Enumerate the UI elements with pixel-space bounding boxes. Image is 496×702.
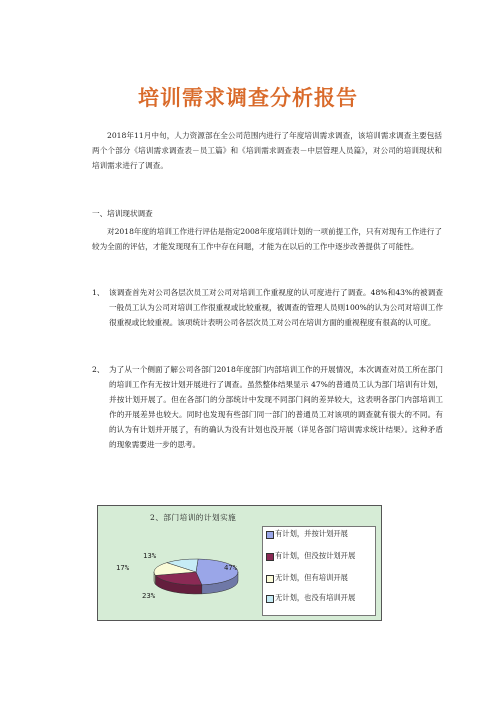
list-item-text: 为了从一个侧面了解公司各部门2018年度部门内部培训工作的开展情况，本次调查对员工所在部门的培训工作有无按计划开展进行了调查。虽然整体结果显示 47%的普通员工认为部门培训有计划，并按计划开展了。但在各部门的分部统计中发现不同部门间的差异较大，这表明各部门内部培训工作的开展差异也较大。同时也发现有些部门同一部门的普通员工对该项的调查就有很大的不同。有的认为有计划并开展了，有的确认为没有计划也没开展（详见各部门培训需求统计结果）。这种矛盾的现象需要进一步的思考。 — [109, 365, 443, 449]
legend-swatch — [266, 531, 274, 539]
list-item-text: 该调查首先对公司各层次员工对公司对培训工作重视度的认可度进行了调查。48%和43%的被调查一般员工认为公司对培训工作很重视或比较重视，被调查的管理人员则100%的认为公司对培训工作很重视或比较重视。该项统计表明公司各层次员工对公司在培训方面的重视程度有很高的认可度。 — [109, 288, 443, 327]
pie-chart — [97, 505, 382, 621]
legend-label: 有计划，但没按计划开展 — [275, 551, 356, 560]
section-heading: 一、培训现状调查 — [92, 209, 153, 218]
legend-swatch — [266, 553, 274, 561]
list-item-number: 1、 — [92, 288, 105, 297]
list-item — [92, 362, 443, 452]
legend-label: 无计划，也没有培训开展 — [275, 593, 356, 602]
pie-label-pct-3: 13% — [143, 551, 157, 560]
pie-label-pct-0: 47% — [224, 563, 238, 572]
legend-item — [266, 593, 372, 603]
legend-swatch — [266, 575, 274, 583]
legend-label: 有计划，并按计划开展 — [275, 529, 348, 538]
legend-label: 无计划，但有培训开展 — [275, 573, 348, 582]
pie-label-pct-2: 17% — [116, 563, 130, 572]
intro-paragraph: 2018年11月中旬，人力资源部在全公司范围内进行了年度培训需求调查，该培训需求调查主要包括两个个部分《培训需求调查表－员工篇》和《培训需求调查表－中层管理人员篇》，对公司的培训现状和培训需求进行了调查。 — [92, 131, 442, 170]
list-item-number: 2、 — [92, 365, 105, 374]
legend-item — [266, 573, 372, 583]
legend-item — [266, 529, 372, 539]
list-item — [92, 285, 443, 330]
section-intro-paragraph: 对2018年度的培训工作进行评估是指定2008年度培训计划的一项前提工作，只有对现有工作进行了较为全面的评估，才能发现现有工作中存在问题，才能为在以后的工作中逐步改善提供了可能性。 — [92, 227, 442, 251]
legend-item — [266, 551, 372, 561]
chart-legend — [262, 526, 376, 616]
chart-title: 2、部门培训的计划实施 — [150, 513, 237, 522]
report-title: 培训需求调查分析报告 — [138, 86, 358, 110]
legend-swatch — [266, 595, 274, 603]
pie-label-pct-1: 23% — [142, 591, 156, 600]
